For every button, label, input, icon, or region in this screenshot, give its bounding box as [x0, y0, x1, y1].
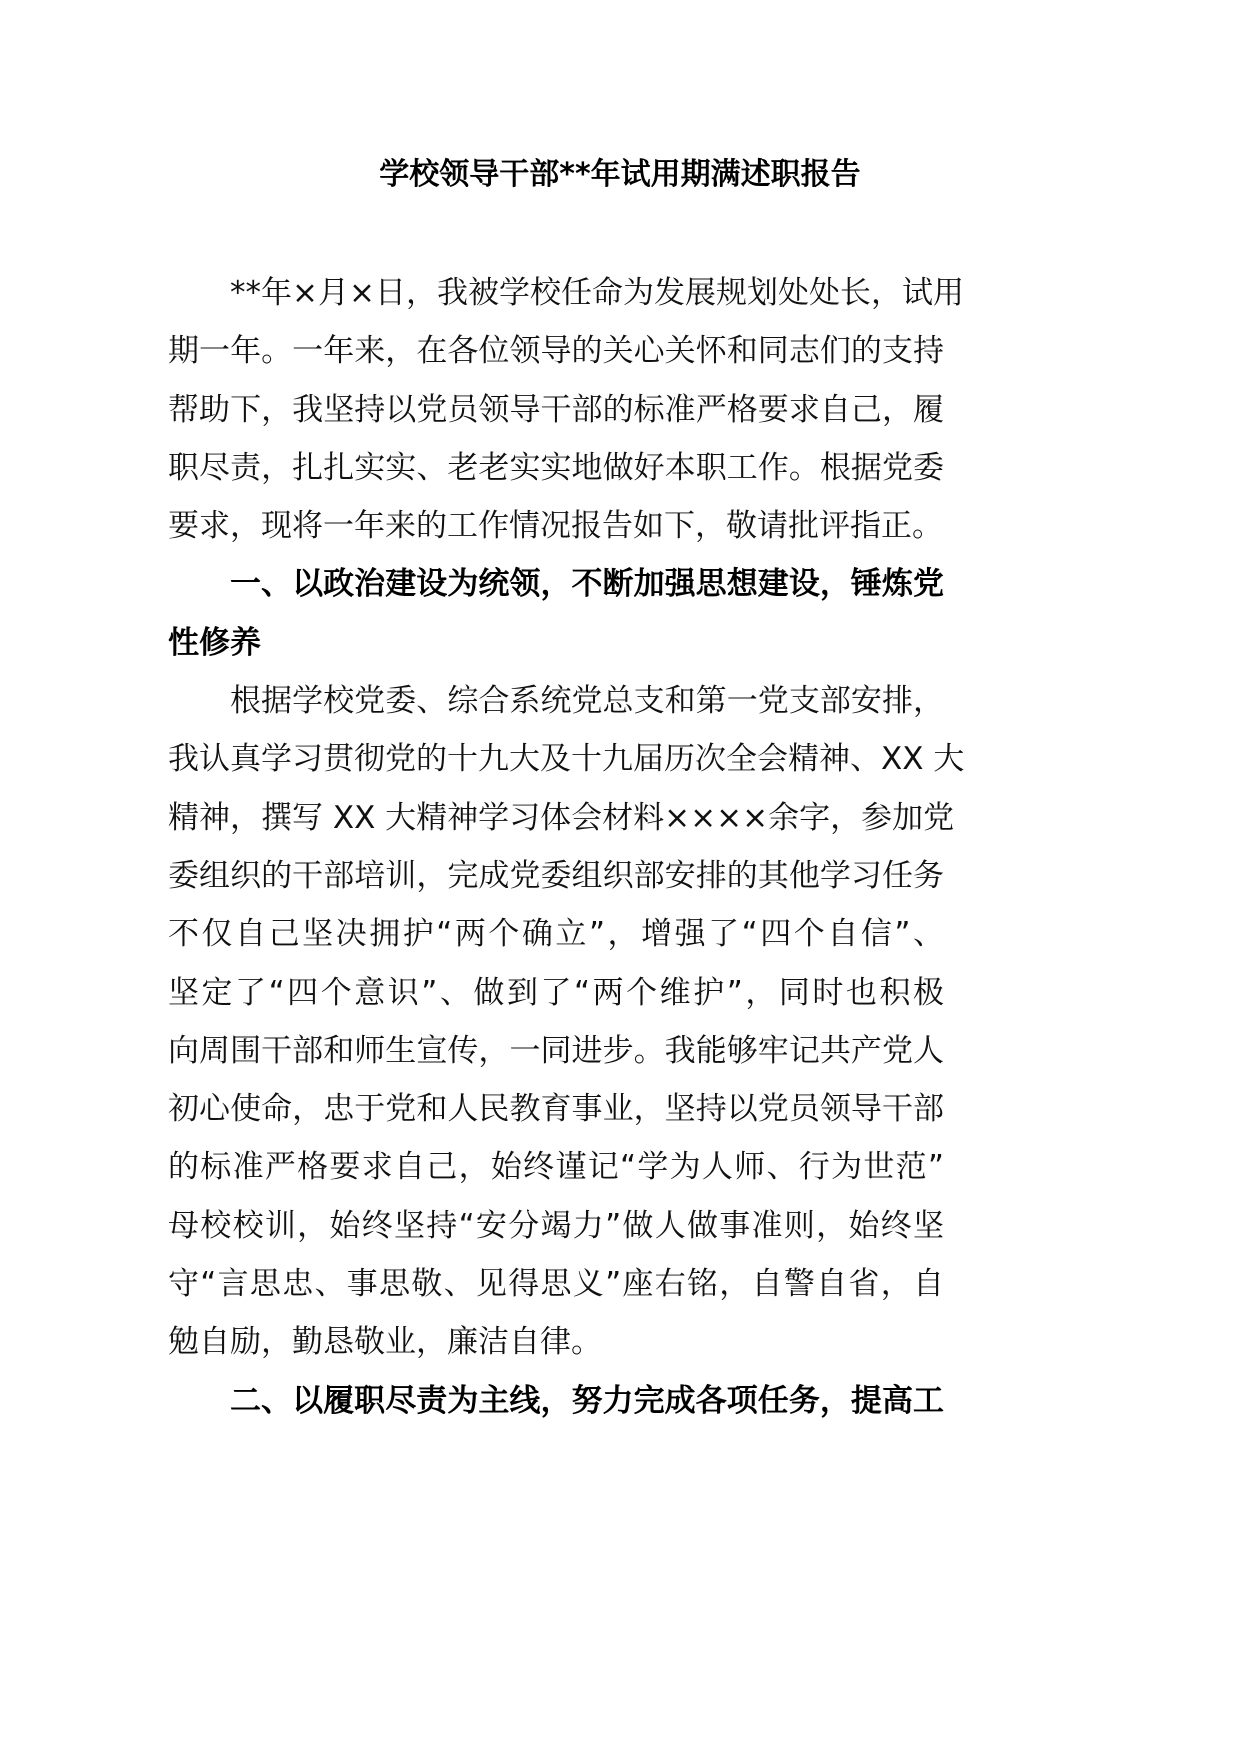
text-line: 帮助下，我坚持以党员领导干部的标准严格要求自己，履: [168, 391, 944, 428]
text-line: **年×月×日，我被学校任命为发展规划处处长，试用: [230, 275, 964, 311]
text-line: 不仅自己坚决拥护“两个确立”，增强了“四个自信”、: [168, 916, 944, 953]
document-body: [168, 264, 965, 1430]
text-line: 要求，现将一年来的工作情况报告如下，敬请批评指正。: [168, 508, 943, 545]
text-line: 委组织的干部培训，完成党委组织部安排的其他学习任务: [168, 857, 944, 894]
intro-paragraph: [168, 264, 964, 555]
document-title: 学校领导干部**年试用期满述职报告: [379, 157, 861, 192]
text-line: 根据学校党委、综合系统党总支和第一党支部安排，: [230, 683, 944, 720]
heading-line: 二、以履职尽责为主线，努力完成各项任务，提高工: [230, 1382, 944, 1419]
text-line: 我认真学习贯彻党的十九大及十九届历次全会精神、XX 大: [168, 741, 965, 778]
text-line: 职尽责，扎扎实实、老老实实地做好本职工作。根据党委: [168, 449, 944, 486]
text-line: 期一年。一年来，在各位领导的关心关怀和同志们的支持: [168, 333, 944, 370]
heading-line: 性修养: [168, 624, 261, 661]
text-line: 坚定了“四个意识”、做到了“两个维护”，同时也积极: [168, 974, 944, 1011]
text-line: 初心使命，忠于党和人民教育事业，坚持以党员领导干部: [168, 1091, 944, 1128]
text-line: 母校校训，始终坚持“安分竭力”做人做事准则，始终坚: [168, 1207, 944, 1244]
text-line: 精神，撰写 XX 大精神学习体会材料××××余字，参加党: [168, 799, 955, 836]
text-line: 守“言思忠、事思敬、见得思义”座右铭，自警自省，自: [168, 1266, 944, 1303]
section-heading-1: [168, 555, 944, 672]
text-line: 向周围干部和师生宣传，一同进步。我能够牢记共产党人: [168, 1032, 944, 1069]
section-heading-2: [168, 1372, 944, 1430]
section-1-paragraph: [168, 672, 965, 1372]
heading-line: 一、以政治建设为统领，不断加强思想建设，锤炼党: [230, 566, 944, 603]
text-line: 的标准严格要求自己，始终谨记“学为人师、行为世范”: [168, 1149, 944, 1186]
text-line: 勉自励，勤恳敬业，廉洁自律。: [168, 1324, 602, 1361]
